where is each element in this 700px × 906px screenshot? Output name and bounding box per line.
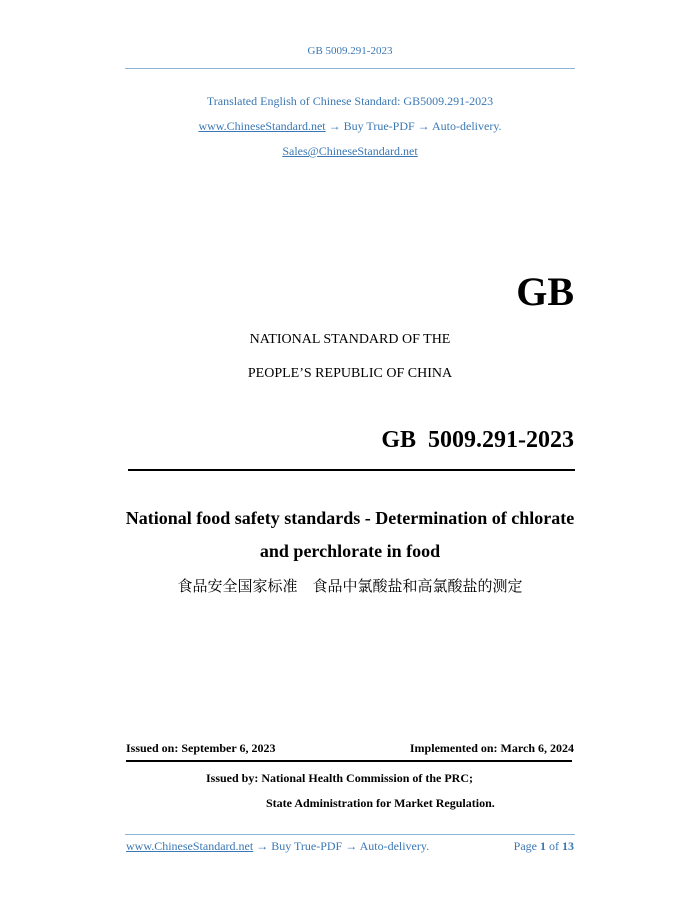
issued-by-line1: Issued by: National Health Commission of the PRC; <box>206 771 474 785</box>
promo-line1: Translated English of Chinese Standard: GB5009.291-2023 <box>206 94 494 108</box>
promo-email-link[interactable]: Sales@ChineseStandard.net <box>282 144 418 158</box>
footer-divider <box>125 834 575 835</box>
footer-rest: → Buy True-PDF → Auto-delivery. <box>253 839 430 853</box>
header-doc-code: GB 5009.291-2023 <box>307 45 393 57</box>
header-divider <box>125 68 575 69</box>
issued-on: Issued on: September 6, 2023 <box>126 741 276 755</box>
implemented-on: Implemented on: March 6, 2024 <box>409 741 574 755</box>
standard-number: GB 5009.291-2023 <box>381 427 574 453</box>
promo-site-link[interactable]: www.ChineseStandard.net <box>198 119 326 133</box>
page-total: 13 <box>562 839 574 853</box>
national-line1: NATIONAL STANDARD OF THE <box>249 332 451 347</box>
issued-by-line2: State Administration for Market Regulation. <box>266 796 495 810</box>
title-zh: 食品安全国家标准 食品中氯酸盐和高氯酸盐的测定 <box>177 577 523 595</box>
dates-divider <box>126 760 572 762</box>
promo-line2 <box>0 119 700 134</box>
national-line2: PEOPLE’S REPUBLIC OF CHINA <box>247 366 453 381</box>
title-en-line2: and perchlorate in food <box>259 541 441 561</box>
standard-divider <box>128 469 575 471</box>
gb-mark: GB <box>516 269 574 314</box>
promo-email-line <box>0 144 700 159</box>
footer-site-link[interactable]: www.ChineseStandard.net <box>126 839 254 853</box>
page-current: 1 <box>540 839 546 853</box>
footer-page-number <box>514 839 574 854</box>
promo-line2-rest: → Buy True-PDF → Auto-delivery. <box>325 119 502 133</box>
page-label: Page <box>513 839 537 853</box>
footer-left <box>126 839 429 854</box>
title-en-line1: National food safety standards - Determination of chlorate <box>125 508 575 528</box>
page-of: of <box>549 839 559 853</box>
